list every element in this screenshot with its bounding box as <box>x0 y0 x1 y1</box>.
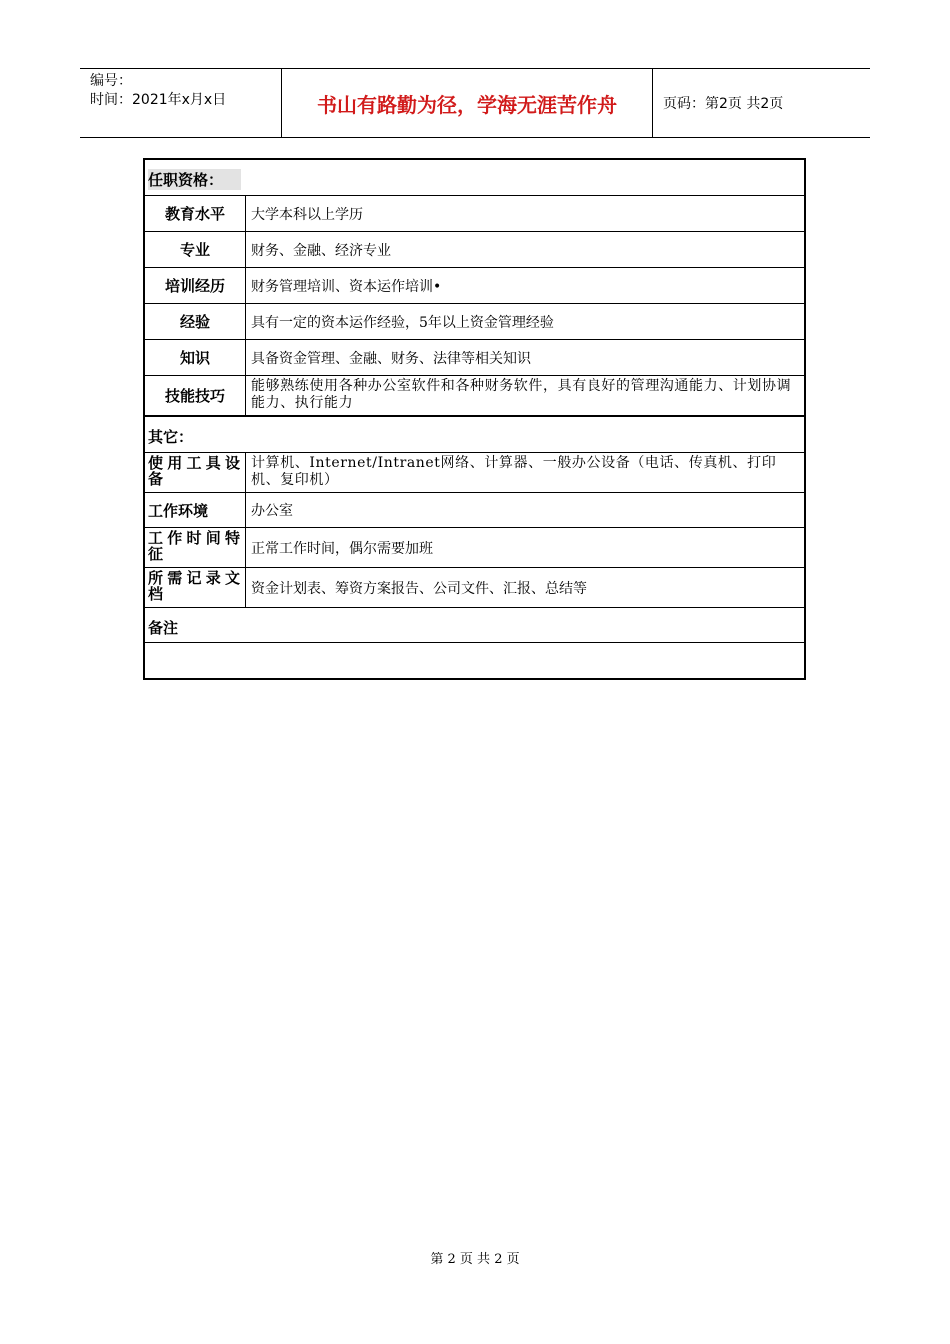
doc-date-label: 时间：2021年x月x日 <box>90 92 227 108</box>
section-title-remarks: 备注 <box>148 619 179 637</box>
row-label: 使用工具设备 <box>145 453 246 492</box>
doc-number-label: 编号： <box>90 73 132 89</box>
row-value: 计算机、Internet/Intranet网络、计算器、一般办公设备（电话、传真机、打印机、复印机） <box>251 455 777 488</box>
table-row <box>145 376 804 417</box>
row-label: 工作时间特征 <box>145 528 246 567</box>
header-motto: 书山有路勤为径，学海无涯苦作舟 <box>282 69 653 137</box>
table-row <box>145 268 804 304</box>
table-row <box>145 340 804 376</box>
row-value: 财务、金融、经济专业 <box>251 242 391 259</box>
header-meta <box>80 69 282 137</box>
row-label: 知识 <box>145 340 246 375</box>
table-row <box>145 304 804 340</box>
row-label: 技能技巧 <box>145 376 246 415</box>
row-label: 经验 <box>145 304 246 339</box>
row-value: 财务管理培训、资本运作培训• <box>251 278 442 295</box>
section-title-qualification: 任职资格： <box>148 169 241 190</box>
row-value: 具有一定的资本运作经验，5年以上资金管理经验 <box>251 314 554 331</box>
page-footer: 第 2 页 共 2 页 <box>430 1252 520 1267</box>
section-row-remarks <box>145 608 804 643</box>
row-value: 办公室 <box>251 503 293 519</box>
row-value: 资金计划表、筹资方案报告、公司文件、汇报、总结等 <box>251 580 587 597</box>
table-row <box>145 528 804 568</box>
row-value: 具备资金管理、金融、财务、法律等相关知识 <box>251 350 531 367</box>
section-row-qualification <box>145 160 804 196</box>
header-page-info: 页码：第2页 共2页 <box>663 96 784 112</box>
section-title-other: 其它： <box>148 428 194 446</box>
section-row-other <box>145 417 804 453</box>
row-label: 专业 <box>145 232 246 267</box>
job-qualification-table <box>143 158 806 680</box>
table-row <box>145 196 804 232</box>
table-row <box>145 453 804 493</box>
remarks-content <box>145 643 804 678</box>
row-value: 能够熟练使用各种办公室软件和各种财务软件，具有良好的管理沟通能力、计划协调能力、执行能力 <box>251 378 792 411</box>
page-header <box>80 68 870 138</box>
table-row <box>145 493 804 528</box>
table-row <box>145 568 804 608</box>
row-label: 培训经历 <box>145 268 246 303</box>
row-label: 所需记录文档 <box>145 568 246 607</box>
row-value: 正常工作时间，偶尔需要加班 <box>251 540 433 557</box>
table-row <box>145 232 804 268</box>
row-label: 工作环境 <box>145 493 246 527</box>
row-label: 教育水平 <box>145 196 246 231</box>
row-value: 大学本科以上学历 <box>251 206 363 223</box>
